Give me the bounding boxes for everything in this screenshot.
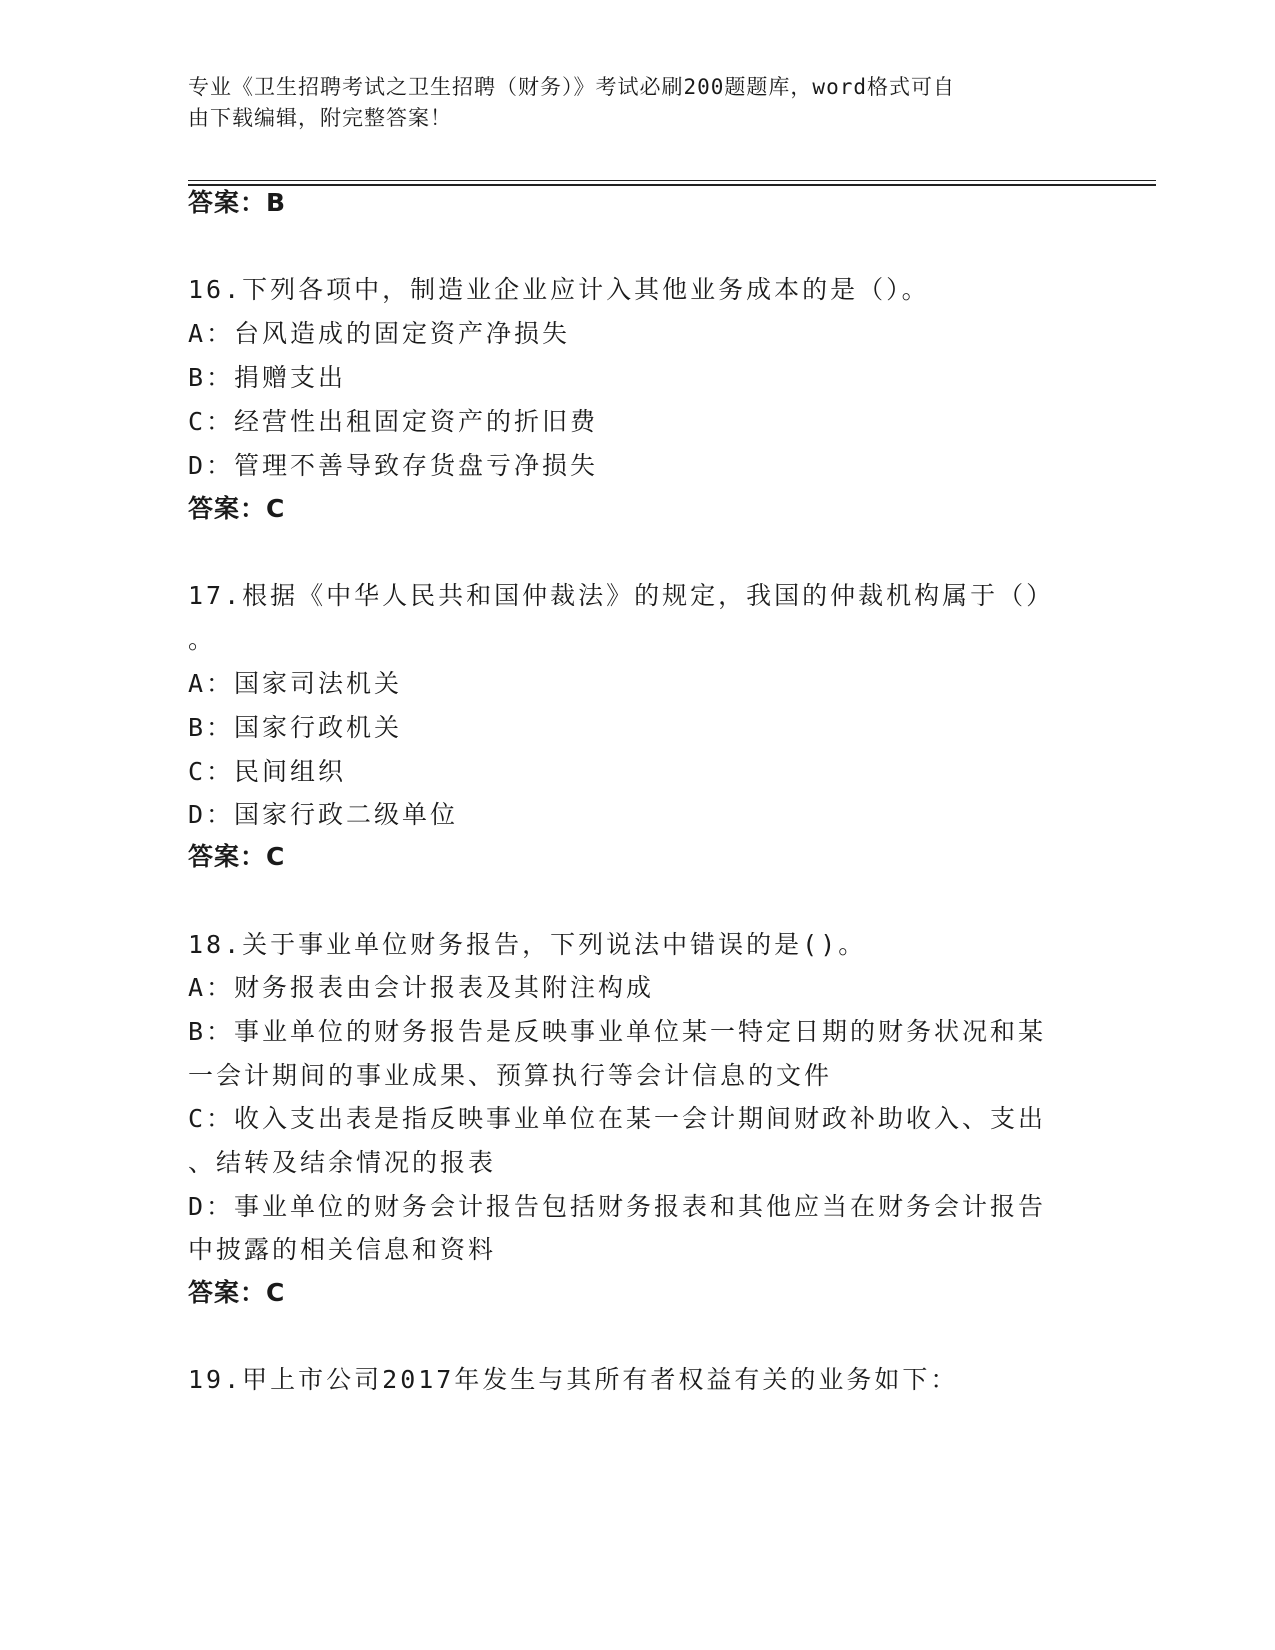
question-18-option-a: A：财务报表由会计报表及其附注构成: [188, 973, 655, 1002]
question-18-answer: 答案：C: [188, 1278, 286, 1307]
question-18-option-b-cont: 一会计期间的事业成果、预算执行等会计信息的文件: [188, 1061, 833, 1090]
question-17-option-a: A：国家司法机关: [188, 669, 403, 698]
question-19-stem: 19.甲上市公司2017年发生与其所有者权益有关的业务如下：: [188, 1365, 959, 1394]
question-17-option-d: D：国家行政二级单位: [188, 800, 459, 829]
question-17-stem: 17.根据《中华人民共和国仲裁法》的规定，我国的仲裁机构属于（）: [188, 581, 1055, 610]
question-18-option-c-cont: 、结转及结余情况的报表: [188, 1148, 497, 1177]
header-divider-thick: [188, 184, 1156, 186]
question-18-stem: 18.关于事业单位财务报告，下列说法中错误的是()。: [188, 930, 867, 959]
question-17-option-c: C：民间组织: [188, 757, 347, 786]
question-16-option-a: A：台风造成的固定资产净损失: [188, 319, 571, 348]
question-16-option-d: D：管理不善导致存货盘亏净损失: [188, 451, 599, 480]
question-17-answer: 答案：C: [188, 842, 286, 871]
previous-answer: 答案：B: [188, 188, 287, 217]
document-header: [188, 72, 1068, 134]
question-17-option-b: B：国家行政机关: [188, 713, 403, 742]
header-line-1: 专业《卫生招聘考试之卫生招聘（财务）》考试必刷200题题库，word格式可自: [188, 75, 955, 99]
header-divider-thin: [188, 180, 1156, 181]
question-18-option-d: D：事业单位的财务会计报告包括财务报表和其他应当在财务会计报告: [188, 1192, 1047, 1221]
question-18-option-d-cont: 中披露的相关信息和资料: [188, 1235, 497, 1264]
question-16-answer: 答案：C: [188, 494, 286, 523]
question-16-stem: 16.下列各项中，制造业企业应计入其他业务成本的是（）。: [188, 275, 930, 304]
question-16-option-b: B：捐赠支出: [188, 363, 347, 392]
question-16-option-c: C：经营性出租固定资产的折旧费: [188, 407, 599, 436]
question-18-option-b: B：事业单位的财务报告是反映事业单位某一特定日期的财务状况和某: [188, 1017, 1047, 1046]
question-17-stem-cont: 。: [188, 625, 217, 654]
header-line-2: 由下载编辑，附完整答案！: [188, 106, 452, 130]
question-18-option-c: C：收入支出表是指反映事业单位在某一会计期间财政补助收入、支出: [188, 1104, 1047, 1133]
